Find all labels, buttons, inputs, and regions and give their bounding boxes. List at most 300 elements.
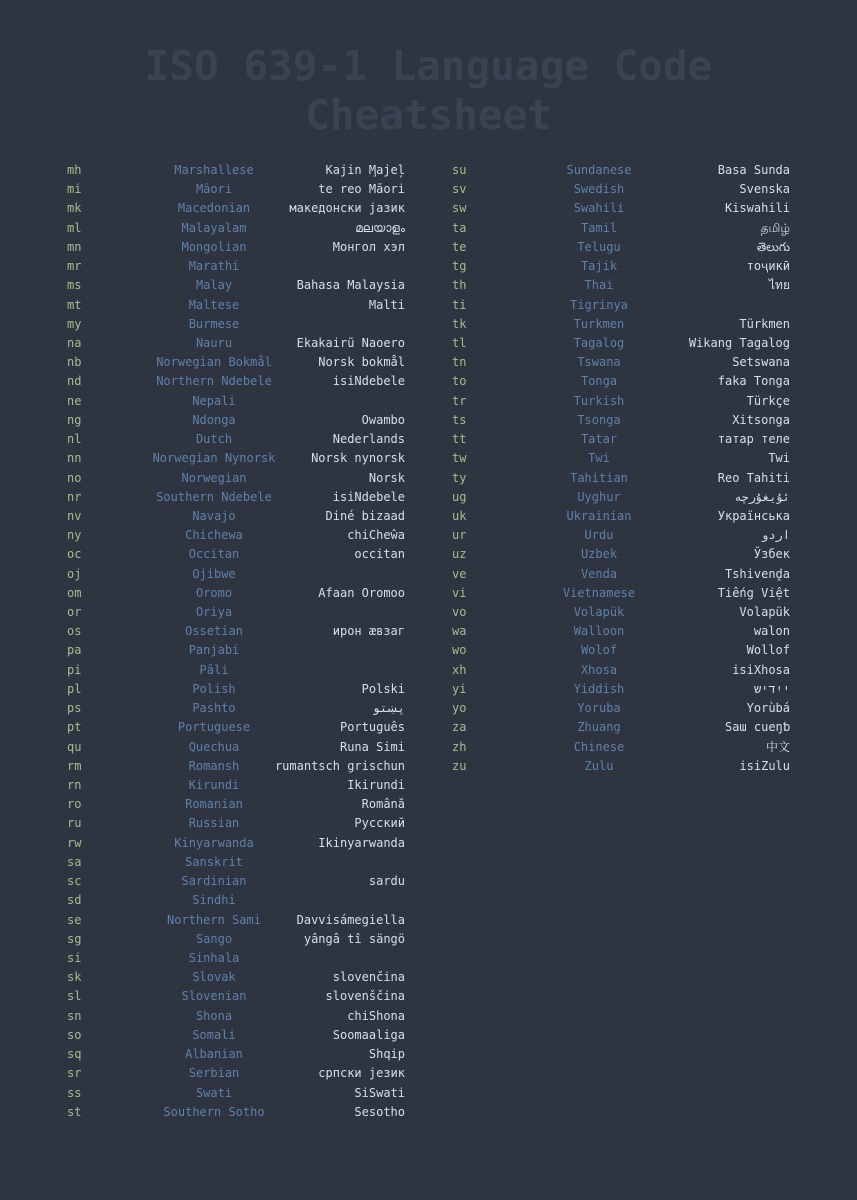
language-native-name: Türkçe (746, 393, 790, 408)
language-native-name: Ikinyarwanda (318, 835, 405, 850)
language-code: sd (67, 893, 82, 908)
language-english-name: Tswana (577, 355, 621, 370)
language-english-name: Burmese (188, 316, 240, 331)
language-code: te (452, 239, 467, 254)
language-native-name: slovenščina (325, 989, 405, 1004)
language-native-name: Русский (354, 816, 405, 831)
language-code: sw (452, 201, 467, 216)
language-native-name: Saɯ cueŋƅ (724, 720, 790, 735)
language-column-right (445, 161, 795, 776)
language-english-name: Uyghur (577, 489, 621, 504)
language-native-name: Tiếng Việt (717, 585, 790, 600)
language-english-name: Chichewa (185, 528, 243, 543)
language-native-name: sardu (368, 874, 405, 889)
language-row (445, 545, 795, 564)
language-native-name: Davvisámegiella (296, 912, 405, 927)
language-native-name: Afaan Oromoo (318, 585, 405, 600)
language-native-name: Svenska (739, 182, 790, 197)
language-code: nv (67, 508, 82, 523)
language-native-name: Volapük (739, 605, 790, 620)
language-row (60, 276, 410, 295)
language-row (60, 949, 410, 968)
language-english-name: Kinyarwanda (174, 835, 254, 850)
language-native-name: Монгол хэл (332, 239, 405, 254)
language-native-name: Sesotho (354, 1104, 405, 1119)
language-row (445, 469, 795, 488)
language-row (60, 814, 410, 833)
language-english-name: Urdu (584, 528, 614, 543)
language-row (60, 911, 410, 930)
language-english-name: Macedonian (177, 201, 251, 216)
language-english-name: Swedish (573, 182, 625, 197)
language-native-name: Ekakairũ Naoero (296, 335, 405, 350)
language-row (60, 718, 410, 737)
language-row (60, 372, 410, 391)
language-english-name: Oromo (195, 585, 233, 600)
language-code: vo (452, 605, 467, 620)
language-native-name: 中文 (765, 739, 790, 754)
language-code: nn (67, 451, 82, 466)
language-code: ny (67, 528, 82, 543)
language-row (445, 622, 795, 641)
language-native-name: faka Tonga (717, 374, 790, 389)
language-row (60, 1103, 410, 1122)
language-row (445, 392, 795, 411)
language-code: mh (67, 163, 82, 177)
language-code: no (67, 470, 82, 485)
language-row (60, 834, 410, 853)
language-english-name: Malay (195, 278, 233, 293)
language-row (60, 526, 410, 545)
language-code: tw (452, 451, 467, 466)
language-code: oj (67, 566, 82, 581)
language-native-name: Kiswahili (724, 201, 790, 216)
language-english-name: Tonga (580, 374, 618, 389)
language-english-name: Sardinian (181, 874, 247, 889)
language-english-name: Quechua (188, 739, 240, 754)
language-row (60, 891, 410, 910)
language-code: rn (67, 778, 82, 792)
language-english-name: Southern Sotho (163, 1104, 265, 1119)
language-code: wo (452, 643, 467, 658)
language-native-name: occitan (354, 547, 405, 562)
language-native-name: Diné bizaad (325, 508, 405, 523)
language-native-name: chiCheŵa (347, 528, 405, 543)
language-english-name: Māori (195, 182, 233, 197)
language-row (60, 180, 410, 199)
language-row (60, 334, 410, 353)
language-code: om (67, 585, 82, 600)
language-code: qu (67, 739, 82, 754)
language-native-name: Türkmen (739, 316, 790, 331)
language-row (60, 622, 410, 641)
language-english-name: Tigrinya (570, 297, 628, 312)
language-english-name: Northern Sami (167, 912, 261, 927)
language-code: su (452, 163, 467, 177)
language-row (445, 680, 795, 699)
language-english-name: Zhuang (577, 720, 621, 735)
language-row (60, 565, 410, 584)
language-english-name: Nauru (195, 335, 233, 350)
language-row (60, 757, 410, 776)
language-row (60, 699, 410, 718)
language-english-name: Ossetian (185, 624, 243, 639)
language-row (60, 738, 410, 757)
language-english-name: Oriya (195, 605, 233, 620)
language-english-name: Walloon (573, 624, 625, 639)
language-row (445, 372, 795, 391)
language-code: yo (452, 701, 467, 716)
language-row (445, 353, 795, 372)
language-row (60, 315, 410, 334)
language-english-name: Panjabi (188, 643, 240, 658)
language-native-name: پښتو (372, 701, 405, 716)
language-row (60, 411, 410, 430)
language-code: ro (67, 797, 82, 812)
language-english-name: Zulu (584, 758, 614, 773)
language-code: zh (452, 739, 467, 754)
language-english-name: Yoruba (577, 701, 621, 716)
language-native-name: Basa Sunda (717, 163, 790, 177)
language-code: sn (67, 1008, 82, 1023)
language-row (60, 257, 410, 276)
language-english-name: Thai (584, 278, 614, 293)
language-english-name: Tagalog (573, 335, 625, 350)
language-row (445, 180, 795, 199)
language-code: th (452, 278, 467, 293)
language-code: si (67, 950, 82, 965)
language-row (445, 257, 795, 276)
language-english-name: Kirundi (188, 778, 240, 792)
language-english-name: Swati (195, 1085, 233, 1100)
language-native-name: isiNdebele (332, 374, 405, 389)
language-native-name: Ikirundi (347, 778, 405, 792)
language-row (445, 738, 795, 757)
language-code: sv (452, 182, 467, 197)
language-native-name: македонски јазик (289, 201, 405, 216)
language-native-name: татар теле (717, 432, 790, 447)
language-row (60, 469, 410, 488)
language-native-name: тоҷикӣ (746, 259, 790, 274)
language-code: sc (67, 874, 82, 889)
language-code: or (67, 605, 82, 620)
language-english-name: Somali (192, 1027, 236, 1042)
language-native-name: Norsk bokmål (318, 355, 405, 370)
language-native-name: Kajin M̧ajeļ (325, 163, 405, 177)
language-code: my (67, 316, 82, 331)
language-code: pl (67, 681, 82, 696)
language-code: ml (67, 220, 82, 235)
language-row (445, 430, 795, 449)
language-row (60, 680, 410, 699)
language-native-name: Ўзбек (753, 547, 790, 562)
language-row (60, 449, 410, 468)
language-row (60, 238, 410, 257)
language-native-name: Soomaaliga (332, 1027, 405, 1042)
language-code: pt (67, 720, 82, 735)
language-english-name: Southern Ndebele (156, 489, 272, 504)
language-native-name: Wikang Tagalog (688, 335, 790, 350)
language-english-name: Sundanese (566, 163, 632, 177)
language-native-name: Polski (361, 681, 405, 696)
language-native-name: yângâ tî sängö (303, 931, 405, 946)
language-native-name: മലയാളം (355, 220, 405, 235)
language-code: ta (452, 220, 467, 235)
language-row (445, 199, 795, 218)
language-row (60, 1026, 410, 1045)
language-row (60, 661, 410, 680)
language-english-name: Marshallese (174, 163, 254, 177)
language-code: ms (67, 278, 82, 293)
language-row (445, 161, 795, 180)
language-row (60, 296, 410, 315)
page-title (0, 42, 857, 140)
language-english-name: Pāli (199, 662, 229, 677)
language-english-name: Russian (188, 816, 240, 831)
language-native-name: Twi (768, 451, 790, 466)
language-english-name: Mongolian (181, 239, 247, 254)
language-code: sa (67, 854, 82, 869)
language-code: mt (67, 297, 82, 312)
language-code: ne (67, 393, 82, 408)
language-row (60, 1045, 410, 1064)
language-code: nb (67, 355, 82, 370)
language-english-name: Polish (192, 681, 236, 696)
language-native-name: Yorùbá (746, 701, 790, 716)
language-row (445, 507, 795, 526)
language-code: pi (67, 662, 82, 677)
language-code: mi (67, 182, 82, 197)
language-english-name: Tamil (580, 220, 618, 235)
language-english-name: Serbian (188, 1066, 240, 1081)
language-column-left (60, 161, 410, 1122)
language-code: rw (67, 835, 82, 850)
language-code: yi (452, 681, 467, 696)
language-code: xh (452, 662, 467, 677)
language-code: ng (67, 412, 82, 427)
language-row (60, 930, 410, 949)
language-code: uk (452, 508, 467, 523)
language-row (60, 392, 410, 411)
language-code: tg (452, 259, 467, 274)
language-english-name: Portuguese (177, 720, 251, 735)
language-row (445, 603, 795, 622)
language-native-name: ייִדיש (753, 681, 790, 696)
language-english-name: Vietnamese (562, 585, 636, 600)
language-code: to (452, 374, 467, 389)
language-row (60, 584, 410, 603)
language-code: oc (67, 547, 82, 562)
language-row (60, 545, 410, 564)
language-english-name: Navajo (192, 508, 236, 523)
language-english-name: Malayalam (181, 220, 247, 235)
language-row (445, 449, 795, 468)
language-english-name: Ndonga (192, 412, 236, 427)
language-row (60, 1007, 410, 1026)
language-row (445, 276, 795, 295)
language-row (60, 968, 410, 987)
language-code: mn (67, 239, 82, 254)
language-english-name: Norwegian Bokmål (156, 355, 272, 370)
language-english-name: Slovenian (181, 989, 247, 1004)
language-english-name: Romanian (185, 797, 243, 812)
language-native-name: chiShona (347, 1008, 405, 1023)
language-english-name: Northern Ndebele (156, 374, 272, 389)
language-native-name: walon (753, 624, 790, 639)
language-row (60, 853, 410, 872)
language-code: mk (67, 201, 82, 216)
language-code: ss (67, 1085, 82, 1100)
language-native-name: Shqip (368, 1047, 405, 1062)
language-english-name: Tsonga (577, 412, 621, 427)
language-native-name: isiXhosa (732, 662, 790, 677)
language-native-name: தமிழ் (760, 220, 790, 235)
language-code: tl (452, 335, 467, 350)
language-english-name: Wolof (580, 643, 618, 658)
language-row (60, 603, 410, 622)
language-code: ty (452, 470, 467, 485)
language-row (60, 1084, 410, 1103)
language-row (60, 161, 410, 180)
language-native-name: isiNdebele (332, 489, 405, 504)
language-english-name: Norwegian Nynorsk (152, 451, 276, 466)
language-code: tk (452, 316, 467, 331)
language-code: wa (452, 624, 467, 639)
language-row (60, 219, 410, 238)
language-native-name: Reo Tahiti (717, 470, 790, 485)
language-native-name: Malti (368, 297, 405, 312)
language-row (445, 411, 795, 430)
language-code: tr (452, 393, 467, 408)
language-code: vi (452, 585, 467, 600)
language-native-name: Setswana (732, 355, 790, 370)
language-native-name: ไทย (769, 278, 790, 293)
language-code: ur (452, 528, 467, 543)
language-row (60, 776, 410, 795)
language-english-name: Albanian (185, 1047, 243, 1062)
language-english-name: Tajik (580, 259, 618, 274)
language-native-name: اردو (761, 528, 790, 543)
language-code: os (67, 624, 82, 639)
language-english-name: Turkish (573, 393, 625, 408)
page-title-line-1: ISO 639-1 Language Code (144, 42, 713, 90)
language-english-name: Turkmen (573, 316, 625, 331)
language-english-name: Yiddish (573, 681, 625, 696)
language-code: ts (452, 412, 467, 427)
language-row (445, 334, 795, 353)
language-english-name: Chinese (573, 739, 625, 754)
language-english-name: Dutch (195, 432, 233, 447)
language-row (60, 430, 410, 449)
language-row (445, 757, 795, 776)
language-english-name: Norwegian (181, 470, 247, 485)
language-row (60, 353, 410, 372)
language-row (445, 296, 795, 315)
language-row (445, 219, 795, 238)
language-english-name: Tahitian (570, 470, 628, 485)
language-row (445, 315, 795, 334)
language-english-name: Maltese (188, 297, 240, 312)
language-code: so (67, 1027, 82, 1042)
language-code: se (67, 912, 82, 927)
language-native-name: Tshivenḓa (724, 566, 790, 581)
language-row (445, 718, 795, 737)
language-native-name: српски језик (318, 1066, 405, 1081)
language-row (60, 795, 410, 814)
language-row (60, 1064, 410, 1083)
language-english-name: Romansh (188, 758, 240, 773)
language-code: nd (67, 374, 82, 389)
language-english-name: Tatar (580, 432, 618, 447)
language-native-name: ئۇيغۇرچە (735, 489, 790, 504)
language-english-name: Twi (588, 451, 610, 466)
language-code: ti (452, 297, 467, 312)
language-row (445, 488, 795, 507)
language-native-name: rumantsch grischun (274, 758, 405, 773)
language-english-name: Xhosa (580, 662, 618, 677)
language-english-name: Slovak (192, 970, 236, 985)
language-native-name: Nederlands (332, 432, 405, 447)
language-code: ps (67, 701, 82, 716)
language-english-name: Occitan (188, 547, 240, 562)
language-native-name: Bahasa Malaysia (296, 278, 405, 293)
language-row (60, 507, 410, 526)
language-english-name: Sinhala (188, 950, 240, 965)
language-row (445, 661, 795, 680)
language-english-name: Nepali (192, 393, 236, 408)
language-code: uz (452, 547, 467, 562)
language-english-name: Pashto (192, 701, 236, 716)
language-native-name: తెలుగు (756, 239, 790, 254)
language-english-name: Marathi (188, 259, 240, 274)
language-code: tt (452, 432, 467, 447)
language-code: na (67, 335, 82, 350)
language-code: sg (67, 931, 82, 946)
language-english-name: Sango (195, 931, 233, 946)
language-row (60, 199, 410, 218)
language-row (60, 488, 410, 507)
language-row (60, 987, 410, 1006)
language-native-name: Română (361, 797, 405, 812)
language-code: pa (67, 643, 82, 658)
language-english-name: Telugu (577, 239, 621, 254)
language-native-name: Português (339, 720, 405, 735)
language-code: ve (452, 566, 467, 581)
language-english-name: Ukrainian (566, 508, 632, 523)
language-row (60, 641, 410, 660)
language-native-name: Norsk nynorsk (311, 451, 405, 466)
language-code: st (67, 1104, 82, 1119)
language-english-name: Sindhi (192, 893, 236, 908)
language-english-name: Venda (580, 566, 618, 581)
language-code: ug (452, 489, 467, 504)
language-code: nr (67, 489, 82, 504)
language-english-name: Swahili (573, 201, 625, 216)
language-code: nl (67, 432, 82, 447)
language-native-name: te reo Māori (318, 182, 405, 197)
language-english-name: Volapük (573, 605, 625, 620)
language-code: rm (67, 758, 82, 773)
language-code: tn (452, 355, 467, 370)
language-native-name: isiZulu (739, 758, 790, 773)
language-native-name: Xitsonga (732, 412, 790, 427)
language-row (445, 641, 795, 660)
language-row (445, 699, 795, 718)
language-code: ru (67, 816, 82, 831)
language-row (445, 238, 795, 257)
language-native-name: SiSwati (354, 1085, 405, 1100)
page-title-line-2: Cheatsheet (305, 91, 552, 139)
